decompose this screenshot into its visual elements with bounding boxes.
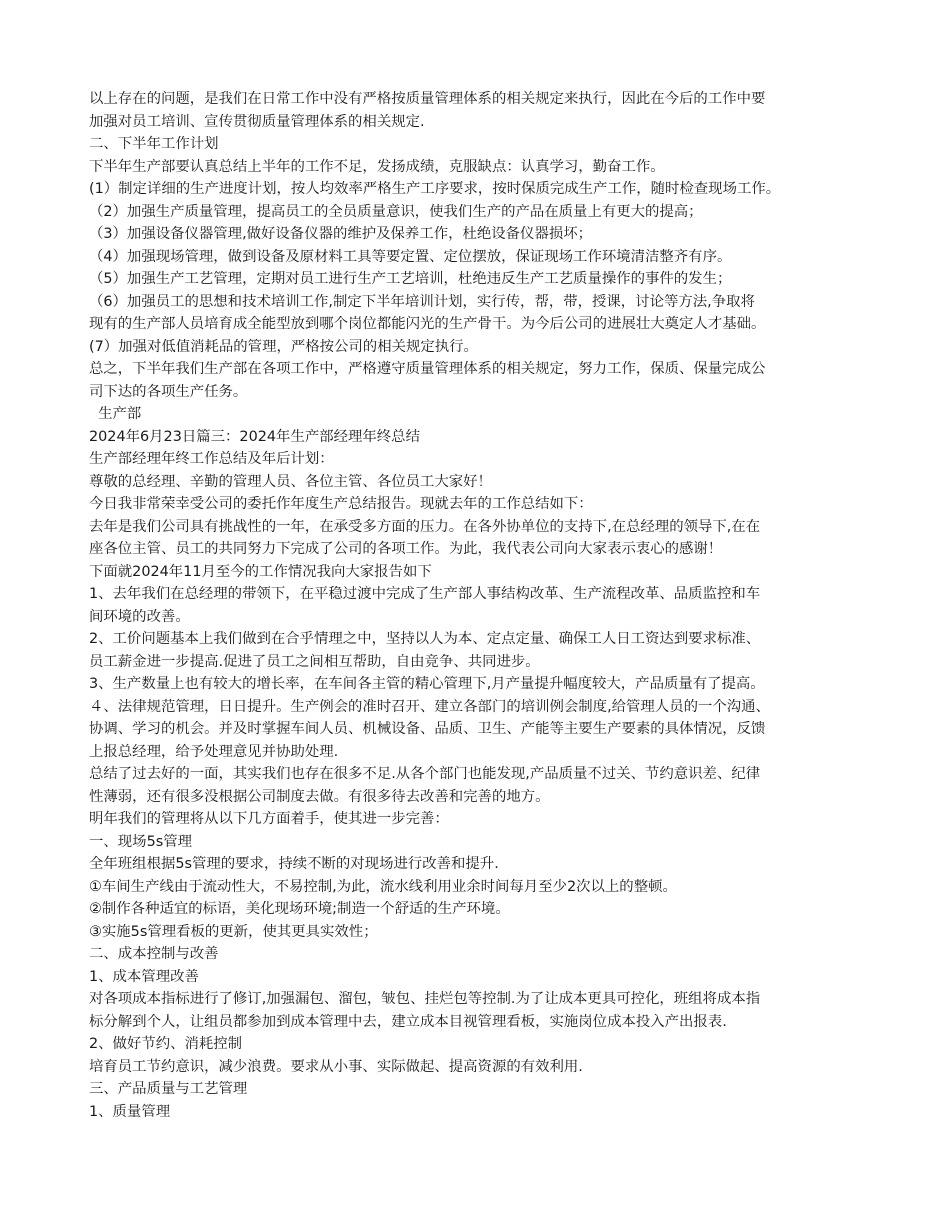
text-line: 总结了过去好的一面，其实我们也存在很多不足.从各个部门也能发现,产品质量不过关、节约意识差、纪律	[89, 766, 761, 782]
section-heading: 生产部经理年终工作总结及年后计划：	[89, 451, 334, 467]
list-item: ②制作各种适宜的标语，美化现场环境;制造一个舒适的生产环境。	[89, 901, 510, 917]
section-heading: 二、下半年工作计划	[89, 136, 219, 152]
list-item: 2、工价问题基本上我们做到在合乎情理之中，坚持以人为本、定点定量、确保工人日工资达到要求标准、	[89, 631, 761, 647]
text-line: 员工薪金进一步提高.促进了员工之间相互帮助，自由竞争、共同进步。	[89, 653, 540, 670]
subsection-heading: 1、质量管理	[89, 1103, 171, 1120]
list-item: ４、法律规范管理，日日提升。生产例会的准时召开、建立各部门的培训例会制度,给管理人员的一个沟通、	[89, 698, 770, 715]
text-line: 尊敬的总经理、辛勤的管理人员、各位主管、各位员工大家好！	[89, 473, 492, 490]
text-line: 全年班组根据5s管理的要求，持续不断的对现场进行改善和提升.	[89, 856, 499, 872]
text-line: 对各项成本指标进行了修订,加强漏包、溜包，皱包、挂烂包等控制.为了让成本更具可控化，班组将成本指	[89, 991, 761, 1007]
text-line: 明年我们的管理将从以下几方面着手，使其进一步完善：	[89, 811, 449, 827]
text-line: 间环境的改善。	[89, 608, 190, 625]
date-title-line: 2024年6月23日篇三：2024年生产部经理年终总结	[89, 428, 420, 445]
text-line: 上报总经理，给予处理意见并协助处理.	[89, 743, 339, 760]
section-heading: 一、现场5s管理	[89, 833, 192, 850]
text-line: 下半年生产部要认真总结上半年的工作不足，发扬成绩，克服缺点：认真学习，勤奋工作。	[89, 158, 665, 175]
list-item: ①车间生产线由于流动性大，不易控制,为此，流水线利用业余时间每月至少2次以上的整顿。	[89, 878, 677, 895]
text-line: 标分解到个人，让组员都参加到成本管理中去，建立成本目视管理看板，实施岗位成本投入产出报表.	[89, 1013, 727, 1030]
section-heading: 三、产品质量与工艺管理	[89, 1081, 248, 1097]
list-item: (1）制定详细的生产进度计划，按人均效率严格生产工序要求，按时保质完成生产工作，随时检查现场工作。	[89, 181, 781, 197]
text-line: 总之，下半年我们生产部在各项工作中，严格遵守质量管理体系的相关规定，努力工作，保质、保量完成公	[89, 361, 766, 377]
text-line: 培育员工节约意识，减少浪费。要求从小事、实际做起、提高资源的有效利用.	[89, 1058, 583, 1075]
list-item: （4）加强现场管理，做到设备及原材料工具等要定置、定位摆放，保证现场工作环境清洁整齐有序。	[89, 248, 732, 265]
section-heading: 二、成本控制与改善	[89, 946, 219, 962]
signature-dept: 生产部	[89, 406, 142, 422]
list-item: 1、去年我们在总经理的带领下，在平稳过渡中完成了生产部人事结构改革、生产流程改革、品质监控和车	[89, 586, 761, 602]
text-line: 今日我非常荣幸受公司的委托作年度生产总结报告。现就去年的工作总结如下：	[89, 496, 593, 512]
list-item: （3）加强设备仪器管理,做好设备仪器的维护及保养工作，杜绝设备仪器损坏；	[89, 226, 593, 242]
list-item: （5）加强生产工艺管理，定期对员工进行生产工艺培训，杜绝违反生产工艺质量操作的事件的发生；	[89, 271, 732, 287]
list-item: (7）加强对低值消耗品的管理，严格按公司的相关规定执行。	[89, 338, 478, 355]
text-line: 座各位主管、员工的共同努力下完成了公司的各项工作。为此，我代表公司向大家表示衷心的感谢！	[89, 541, 723, 557]
text-line: 协调、学习的机会。并及时掌握车间人员、机械设备、品质、卫生、产能等主要生产要素的具体情况，反馈	[89, 721, 766, 737]
document-body	[89, 88, 879, 1123]
list-item: （6）加强员工的思想和技术培训工作,制定下半年培训计划，实行传，帮，带，授课，讨论等方法,争取将	[89, 293, 755, 310]
text-line: 去年是我们公司具有挑战性的一年，在承受多方面的压力。在各外协单位的支持下,在总经理的领导下,在在	[89, 518, 761, 535]
text-line: 以上存在的问题，是我们在日常工作中没有严格按质量管理体系的相关规定来执行，因此在今后的工作中要	[89, 91, 766, 107]
text-line: 性薄弱，还有很多没根据公司制度去做。有很多待去改善和完善的地方。	[89, 788, 550, 805]
text-line: 下面就2024年11月至今的工作情况我向大家报告如下	[89, 563, 432, 580]
text-line: 现有的生产部人员培育成全能型放到哪个岗位都能闪光的生产骨干。为今后公司的进展壮大奠定人才基础。	[89, 316, 766, 332]
text-line: 加强对员工培训、宣传贯彻质量管理体系的相关规定.	[89, 113, 425, 130]
subsection-heading: 2、做好节约、消耗控制	[89, 1036, 243, 1052]
list-item: ③实施5s管理看板的更新，使其更具实效性；	[89, 923, 378, 940]
list-item: （2）加强生产质量管理，提高员工的全员质量意识，使我们生产的产品在质量上有更大的提高；	[89, 203, 703, 220]
list-item: 3、生产数量上也有较大的增长率，在车间各主管的精心管理下,月产量提升幅度较大，产品质量有了提高。	[89, 676, 765, 692]
text-line: 司下达的各项生产任务。	[89, 383, 248, 400]
subsection-heading: 1、成本管理改善	[89, 968, 199, 985]
